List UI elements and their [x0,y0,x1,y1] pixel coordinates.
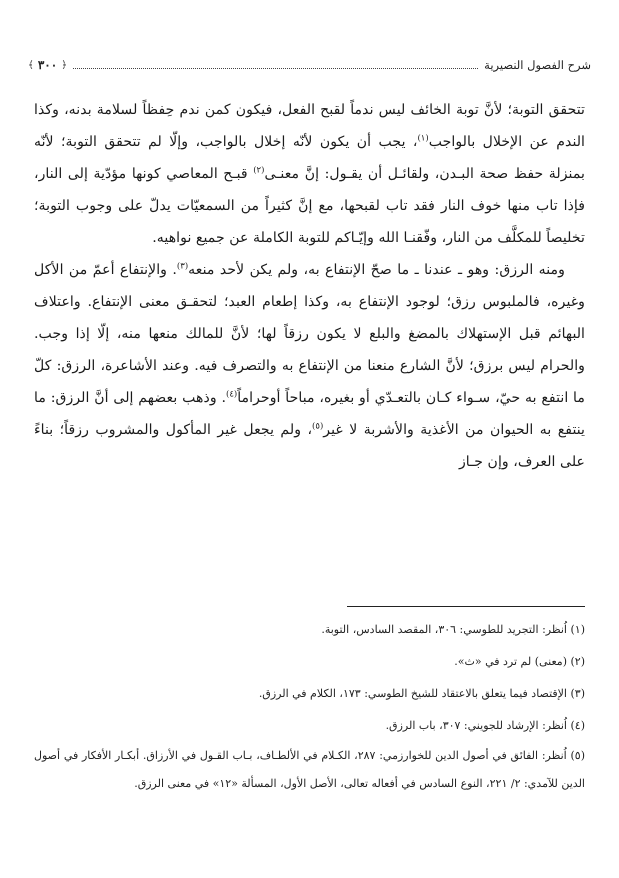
text-segment: . والإنتفاع أعمّ من الأكل وغيره، فالملبوس رزق؛ لوجود الإنتفاع به، وكذا إطعام العبد؛ لتحقـق معنى الإنتفاع. واعتلاف البهائم قبل الإستهلاك بالمضغ والبلع لا يكون رزقاً لها؛ لأنَّ للمالك منعها منه، إلّا إذا وجب. والحرام ليس برزق؛ لأنَّ الشارع منعنا من الإنتفاع به والتصرف فيه. وعند الأشاعرة، الرزق: كلّ ما انتفع به حيّ، سـواء كـان بالتعـدّي أو بغيره، مباحاً أوحراماً [34,262,585,406]
footnote: (٤) اُنظر: الإرشاد للجويني: ٣٠٧، باب الرزق. [385,719,585,732]
text-segment: ، يجب أن يكون لأنّه إخلال بالواجب، وإلّا لم تتحقق التوبة؛ لأنّه بمنزلة حفظ صحة البـدن، ولقائـل أن يقـول: إنَّ معنـى [34,134,585,182]
paragraph [34,254,585,478]
page-number: ٣٠٠ [37,58,58,72]
footnote-marker: (٥) [312,421,324,432]
footnote-marker: (٢) [253,165,265,176]
footnote: (١) اُنظر: التجريد للطوسي: ٣٠٦، المقصد السادس، التوبة. [321,623,585,636]
text-segment: قبـح المعاصي كونها مؤدّية إلى النار، فإذا تاب منها خوف النار فقد تاب لقبحها، مع إنَّ كثيراً من السمعيّات يدلّ على وجوب التوبة؛ تخليصاً للمكلَّف من النار، وفّقنـا الله وإيّـاكم للتوبة الكاملة عن جميع نواهيه. [34,166,585,246]
main-text [34,94,585,478]
text-segment: ومنه الرزق: وهو ـ عندنا ـ ما صحّ الإنتفاع به، ولم يكن لأحد منعه [188,262,565,278]
footnote: (٣) الإقتصاد فيما يتعلق بالاعتقاد للشيخ الطوسي: ١٧٣، الكلام في الرزق. [258,687,585,700]
footnote-marker: (١) [417,133,429,144]
header-ornament-left: ﴿ [61,59,68,71]
paragraph [34,94,585,254]
footnote: (٥) اُنظر: الفائق في أصول الدين للخوارزمي: ٢٨٧، الكـلام في الألطـاف، بـاب القـول في الأرزاق. أبكـار الأفكار في أصول الدين للآمدي: ٢/ ٢٢١، النوع السادس في أفعاله تعالى، الأصل الأول، المسألة «١٢» في معنى الرزق. [34,749,585,790]
footnote-marker: (٤) [226,389,238,400]
footnote-separator [347,606,585,607]
header-dotted-leader [73,68,478,69]
footnotes [34,614,585,798]
running-header [28,58,591,72]
book-title: شرح الفصول النصيرية [484,58,591,72]
text-segment: ، ولم يجعل غير المأكول والمشروب رزقاً؛ بناءً على العرف، وإن جـاز [34,422,585,470]
header-ornament-right: ﴾ [28,59,34,71]
text-segment: تتحقق التوبة؛ لأنَّ توبة الخائف ليس ندماً لقبح الفعل، فيكون كمن ندم حِفظاً لسلامة بدنه، وكذا الندم عن الإخلال بالواجب [34,102,585,150]
footnote: (٢) (معنى) لم ترد في «ث». [454,655,585,668]
footnote-marker: (٣) [176,261,189,272]
text-segment: . وذهب بعضهم إلى أنَّ الرزق: ما ينتفع به الحيوان من الأغذية والأشربة لا غير [34,390,585,438]
